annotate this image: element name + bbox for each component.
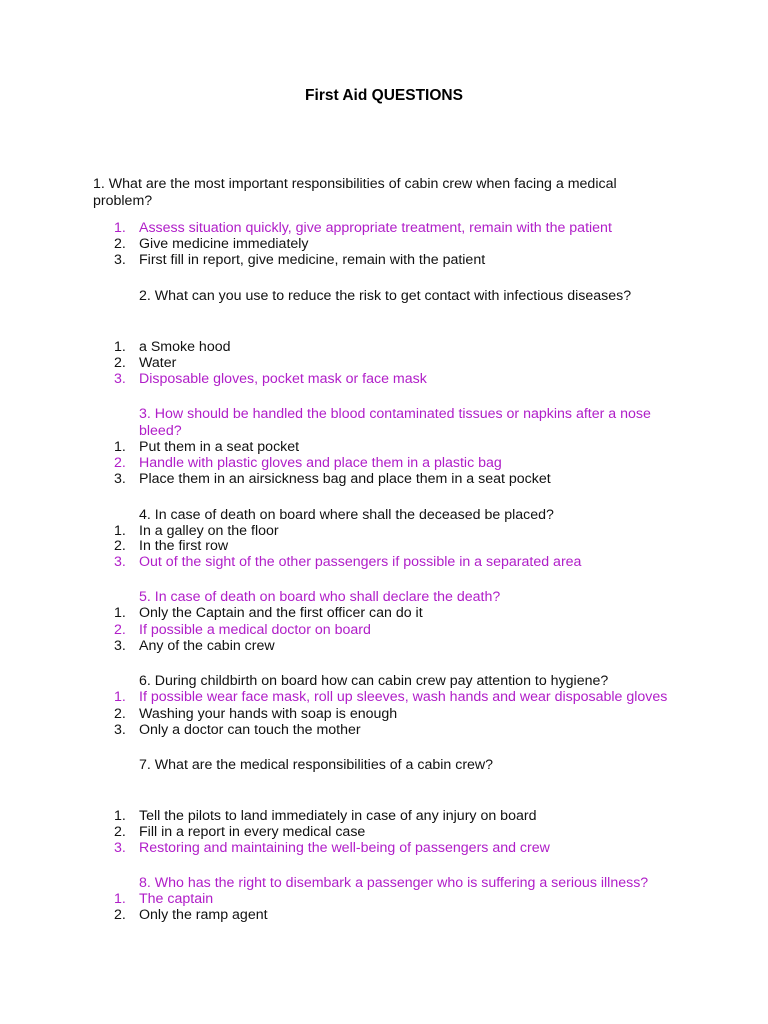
option-number: 3. [114,638,126,654]
option-text: Only the Captain and the first officer can do it [139,605,423,621]
option-text: a Smoke hood [139,339,231,355]
option-text: Disposable gloves, pocket mask or face mask [139,371,427,387]
question-text: 2. What can you use to reduce the risk to get contact with infectious diseases? [139,288,632,304]
option-text: Tell the pilots to land immediately in case of any injury on board [139,808,537,824]
option-text: Put them in a seat pocket [139,439,300,455]
option-text: In the first row [139,538,229,554]
option-number: 2. [114,907,126,923]
option-text: If possible a medical doctor on board [139,622,371,638]
question-text: 6. During childbirth on board how can cabin crew pay attention to hygiene? [139,673,609,689]
page-title: First Aid QUESTIONS [305,87,463,104]
option-text: Assess situation quickly, give appropriate treatment, remain with the patient [139,220,612,236]
option-text: Any of the cabin crew [139,638,275,654]
option-number: 3. [114,554,126,570]
option-number: 2. [114,355,126,371]
question-text: 8. Who has the right to disembark a passenger who is suffering a serious illness? [139,875,649,891]
option-text: Water [139,355,177,371]
option-number: 3. [114,471,126,487]
option-number: 1. [114,891,126,907]
option-number: 1. [114,605,126,621]
option-text: Place them in an airsickness bag and place them in a seat pocket [139,471,551,487]
option-number: 1. [114,439,126,455]
option-number: 2. [114,706,126,722]
option-text: If possible wear face mask, roll up sleeves, wash hands and wear disposable gloves [139,689,668,705]
option-number: 1. [114,808,126,824]
question-text: 7. What are the medical responsibilities of a cabin crew? [139,757,494,773]
option-text: Only a doctor can touch the mother [139,722,361,738]
option-number: 1. [114,220,126,236]
option-text: In a galley on the floor [139,523,279,539]
option-text: Out of the sight of the other passengers if possible in a separated area [139,554,582,570]
question-text: 4. In case of death on board where shall the deceased be placed? [139,507,554,523]
option-text: The captain [139,891,214,907]
option-number: 2. [114,622,126,638]
option-text: Give medicine immediately [139,236,309,252]
option-text: Washing your hands with soap is enough [139,706,398,722]
option-number: 2. [114,236,126,252]
option-number: 2. [114,538,126,554]
option-number: 2. [114,455,126,471]
option-text: Restoring and maintaining the well-being of passengers and crew [139,840,550,856]
question-3: 3. How should be handled the blood contaminated tissues or napkins after a nose bleed? [139,406,651,439]
option-number: 3. [114,840,126,856]
option-text: First fill in report, give medicine, remain with the patient [139,252,486,268]
option-number: 3. [114,722,126,738]
option-number: 3. [114,252,126,268]
question-1: 1. What are the most important responsibilities of cabin crew when facing a medical problem? [93,176,617,209]
option-number: 2. [114,824,126,840]
option-number: 1. [114,339,126,355]
option-text: Fill in a report in every medical case [139,824,366,840]
option-number: 1. [114,689,126,705]
question-text: 5. In case of death on board who shall declare the death? [139,589,501,605]
option-text: Only the ramp agent [139,907,268,923]
option-text: Handle with plastic gloves and place them in a plastic bag [139,455,502,471]
option-number: 3. [114,371,126,387]
option-number: 1. [114,523,126,539]
